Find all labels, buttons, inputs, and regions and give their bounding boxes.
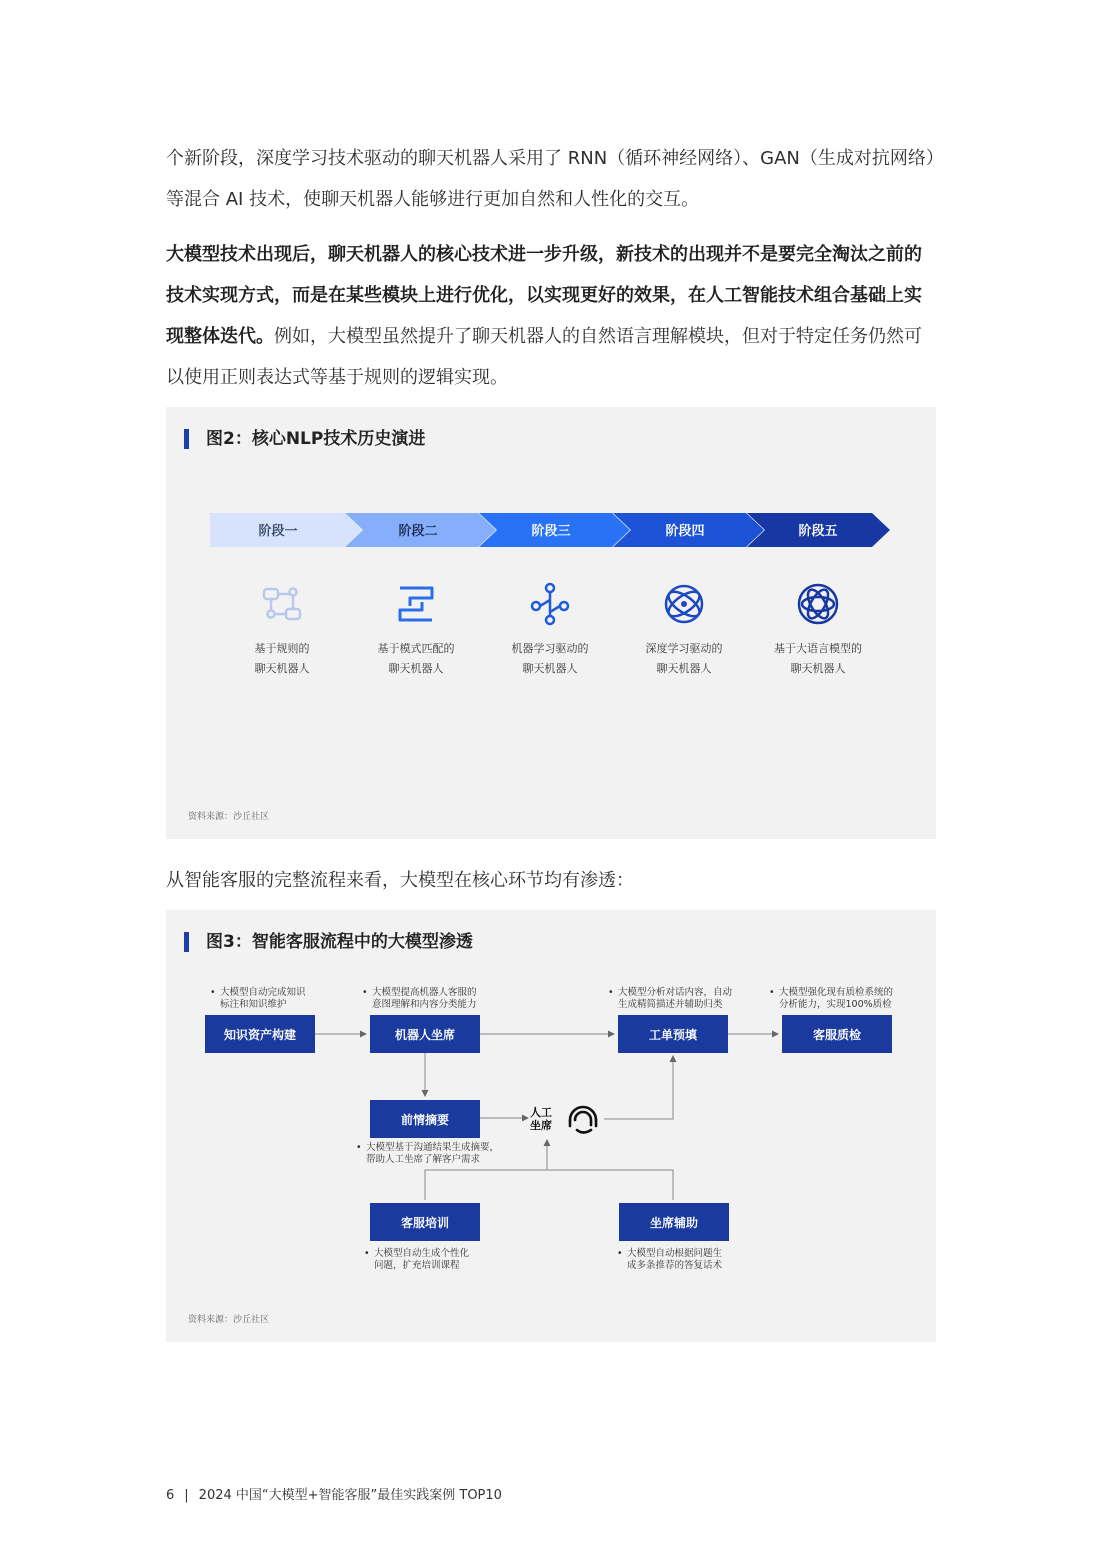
robot-note	[362, 987, 477, 1011]
note-line: • 大模型提高机器人客服的	[372, 987, 477, 998]
stage-2-label: 阶段二	[398, 524, 438, 539]
note-line: 成多条推荐的答复话术	[627, 1260, 723, 1271]
pattern-match-icon	[394, 582, 438, 626]
stage-4-label: 阶段四	[665, 524, 705, 539]
agent-assist-box: 坐席辅助	[619, 1203, 729, 1241]
body-text: 例如，大模型虽然提升了聊天机器人的自然语言理解模块，但对于特定任务仍然可以使用正则表达式等基于规则的逻辑实现。	[166, 326, 922, 388]
quality-note	[769, 987, 893, 1011]
note-line: 问题，扩充培训课程	[374, 1260, 460, 1271]
stage-5-caption-line1: 基于大语言模型的	[774, 642, 862, 655]
stage-4-arrow	[613, 513, 764, 547]
knowledge-note	[210, 987, 306, 1011]
report-title: 2024 中国“大模型+智能客服”最佳实践案例 TOP10	[198, 1488, 502, 1503]
note-line: • 大模型自动根据问题生	[627, 1248, 723, 1259]
note-line: 标注和知识维护	[220, 999, 287, 1010]
stage-3-caption-line1: 机器学习驱动的	[511, 642, 589, 655]
human-agent-line1: 人工	[530, 1106, 552, 1119]
ticket-prefill-box: 工单预填	[618, 1015, 728, 1053]
stage-1-arrow	[210, 513, 362, 547]
knowledge-asset-box: 知识资产构建	[205, 1015, 315, 1053]
note-line: • 大模型自动生成个性化	[374, 1248, 470, 1259]
figure-2-source: 资料来源：沙丘社区	[188, 812, 270, 822]
stage-1-caption-line2: 聊天机器人	[254, 662, 310, 675]
summary-note	[356, 1142, 499, 1166]
stage-2-caption-line2: 聊天机器人	[388, 662, 444, 675]
page-number: 6	[166, 1488, 175, 1503]
page-footer	[166, 1484, 502, 1503]
note-line: • 大模型自动完成知识	[220, 987, 306, 998]
bold-statement: 大模型技术出现后，聊天机器人的核心技术进一步升级，新技术的出现并不是要完全淘汰之前的技术实现方式，而是在某些模块上进行优化，以实现更好的效果，在人工智能技术组合基础上实现整体迭代。	[166, 244, 922, 347]
headset-agent-icon	[565, 1100, 601, 1138]
human-agent-line2: 坐席	[530, 1119, 552, 1132]
robot-agent-box: 机器人坐席	[370, 1015, 480, 1053]
stage-3-caption-line2: 聊天机器人	[522, 662, 578, 675]
quality-check-box: 客服质检	[782, 1015, 892, 1053]
note-line: 分析能力，实现100%质检	[779, 999, 892, 1010]
note-line: • 大模型基于沟通结果生成摘要，	[366, 1142, 500, 1153]
stage-2-caption-line1: 基于模式匹配的	[377, 642, 455, 655]
figure-3-panel	[166, 910, 936, 1342]
note-line: • 大模型分析对话内容，自动	[618, 987, 733, 998]
stage-5-caption-line2: 聊天机器人	[790, 662, 846, 675]
rule-flow-icon	[260, 582, 304, 626]
stage-1-label: 阶段一	[258, 524, 298, 539]
stage-5-caption	[753, 639, 883, 679]
stage-4-caption-line2: 聊天机器人	[656, 662, 712, 675]
note-line: 意图理解和内容分类能力	[372, 999, 477, 1010]
note-line: 生成精简描述并辅助归类	[618, 999, 723, 1010]
stage-5-arrow	[747, 513, 890, 547]
stage-1-caption-line1: 基于规则的	[254, 642, 310, 655]
stage-1-caption	[217, 639, 347, 679]
note-line: 帮助人工坐席了解客户需求	[366, 1154, 481, 1165]
ml-network-icon	[528, 582, 572, 626]
ticket-note	[608, 987, 732, 1011]
stage-2-arrow	[345, 513, 496, 547]
stage-4-caption-line1: 深度学习驱动的	[645, 642, 723, 655]
stage-3-caption	[485, 639, 615, 679]
stage-5-label: 阶段五	[798, 524, 838, 539]
footer-divider: |	[184, 1488, 189, 1503]
body-paragraph: 个新阶段，深度学习技术驱动的聊天机器人采用了 RNN（循环神经网络）、GAN（生成对抗网络）等混合 AI 技术，使聊天机器人能够进行更加自然和人性化的交互。	[166, 148, 935, 210]
human-agent-label	[530, 1106, 552, 1132]
figure-2-title: 图2：核心NLP技术历史演进	[184, 427, 425, 451]
stage-timeline	[166, 507, 936, 567]
training-note	[364, 1248, 469, 1272]
atom-icon	[662, 582, 706, 626]
note-line: • 大模型强化现有质检系统的	[779, 987, 894, 998]
context-summary-box: 前情摘要	[370, 1100, 480, 1138]
body-paragraph-highlight	[166, 234, 938, 398]
agent-training-box: 客服培训	[370, 1203, 480, 1241]
llm-knot-icon	[796, 582, 840, 626]
body-paragraph: 从智能客服的完整流程来看，大模型在核心环节均有渗透：	[166, 870, 634, 891]
stage-3-label: 阶段三	[531, 524, 571, 539]
figure-3-title: 图3：智能客服流程中的大模型渗透	[184, 930, 473, 954]
figure-3-source: 资料来源：沙丘社区	[188, 1315, 270, 1325]
stage-3-arrow	[479, 513, 630, 547]
assist-note	[617, 1248, 722, 1272]
stage-4-caption	[619, 639, 749, 679]
figure-2-panel	[166, 407, 936, 839]
stage-2-caption	[351, 639, 481, 679]
